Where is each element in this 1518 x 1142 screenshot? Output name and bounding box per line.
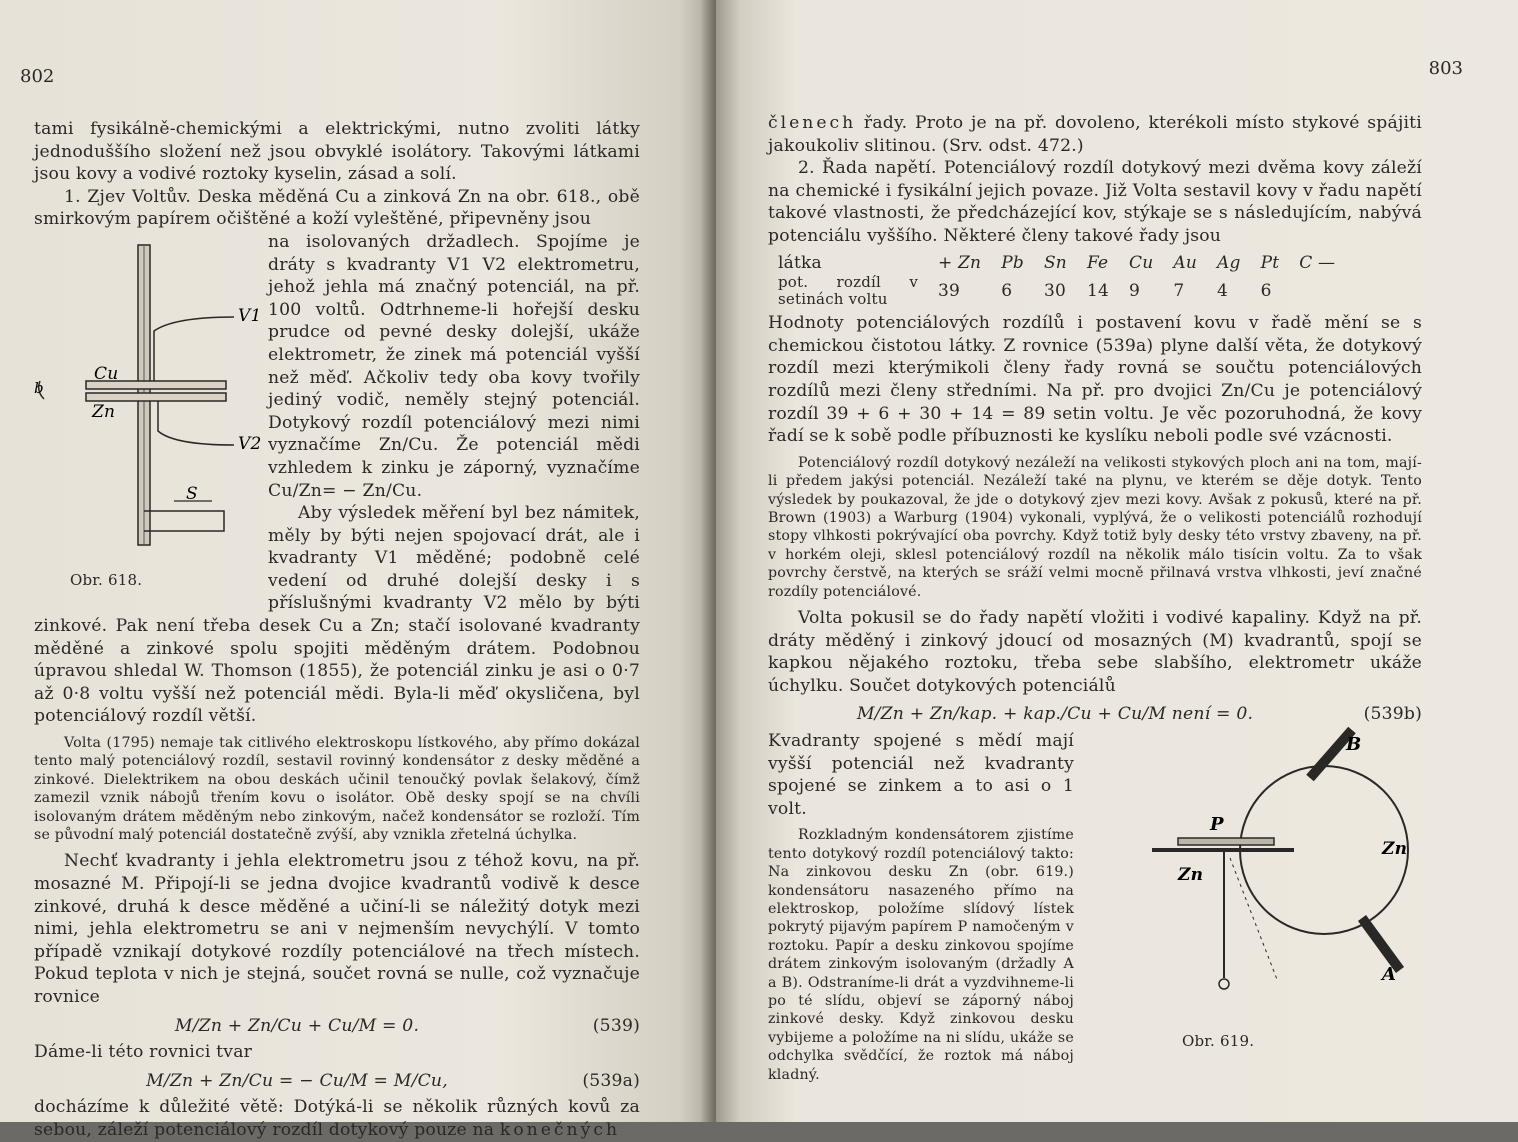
row-label: látka	[778, 252, 822, 273]
table-cell: 4	[1217, 280, 1229, 301]
left-page	[0, 0, 716, 1140]
equation-number: (539)	[592, 1015, 640, 1036]
equation-539	[34, 1015, 640, 1038]
label-zn: Zn	[1382, 838, 1408, 859]
table-row	[768, 252, 1345, 275]
row-label: pot. rozdíl v setinách voltu	[778, 273, 918, 309]
page-number: 802	[20, 66, 55, 87]
paragraph: Nechť kvadranty i jehla elektrometru jsou z téhož kovu, na př. mosazné M. Připojí-li se jedna dvojice kvadrantů vodivě k desce zinkové, druhá k desce měděné a učiní-li se náležitý dotyk mezi nimi, jehla elektrometru se ani v nejmenším nevychýlí. V tomto případě vznikají dotykové rozdíly potenciálové na třech místech. Pokud teplota v nich je stejná, součet rovná se nulle, což vyznačuje rovnice	[34, 851, 640, 1008]
voltage-series-table	[768, 252, 1345, 309]
right-text-column	[768, 112, 1422, 1084]
table-cell: C —	[1299, 252, 1336, 273]
page-number: 803	[1428, 58, 1463, 79]
wire-v2	[158, 401, 234, 445]
table-cell: + Zn	[938, 252, 982, 273]
equation: M/Zn + Zn/Cu = − Cu/M = M/Cu,	[146, 1070, 448, 1091]
paragraph	[768, 112, 1422, 157]
left-text-column	[34, 118, 640, 1142]
label-b: b	[34, 378, 44, 397]
spaced-text: členech	[768, 113, 857, 133]
text-run: řady. Proto je na př. dovoleno, kterékoli místo stykové spájiti jakoukoliv slitinou. (Srv. odst. 472.)	[768, 113, 1422, 156]
label-a: A	[1382, 963, 1397, 985]
paragraph	[34, 1096, 640, 1141]
paragraph: 2. Řada napětí. Potenciálový rozdíl dotykový mezi dvěma kovy záleží na chemické i fysikální jejich povaze. Již Volta sestavil kovy v řadu napětí takové vlastnosti, že předcházející kov, stýkaje se s následujícím, nabývá potenciálu vyššího. Některé členy takové řady jsou	[768, 158, 1422, 246]
label-s: S	[186, 483, 198, 504]
label-cu: Cu	[94, 363, 119, 384]
equation: M/Zn + Zn/Cu + Cu/M = 0.	[174, 1015, 420, 1036]
table-cell: Fe	[1086, 252, 1109, 273]
equation-number: (539b)	[1363, 704, 1422, 725]
small-print-note: Potenciálový rozdíl dotykový nezáleží na velikosti stykových ploch ani na tom, mají-li předem jakýsi potenciál. Nezáleží také na plynu, ve kterém se děje dotyk. Tento výsledek by poukazoval, že jde o dotykový zjev mezi kovy. Avšak z pokusů, které na př. Brown (1903) a Warburg (1904) vykonali, vyplývá, že o velikosti potenciálů rozhodují stopy vlhkosti pokrývající oba povrchy. Když totiž byly desky této vrstvy zbaveny, na př. v horkém oleji, sklesl potenciálový rozdíl na několik málo tisícin voltu. Za to však povrchy čerstvě, na kterých se sráží velmi mocně přilnavá vrstva vlhkosti, jeví značné rozdíly potenciálové.	[768, 454, 1422, 600]
label-v2: V2	[238, 433, 262, 454]
table-cell: 9	[1129, 280, 1141, 301]
table-cell: 7	[1173, 280, 1185, 301]
table-cell: Pt	[1260, 252, 1280, 273]
paragraph: Kvadranty spojené s mědí mají vyšší potenciál než kvadranty spojené se zinkem a to asi o 1 volt.	[768, 730, 1074, 819]
equation-539b	[768, 703, 1422, 726]
table-cell: Au	[1173, 252, 1197, 273]
small-print-note: Volta (1795) nemaje tak citlivého elektroskopu lístkového, aby přímo dokázal tento malý potenciálový rozdíl, sestavil rovinný kondensátor z desky měděné a zinkové. Dielektrikem na obou deskách učinil tenoučký povlak šelakový, čímž zamezil vznik nábojů třením kovu o isolátor. Obě desky spojí se na chvíli isolovaným drátem měděným nebo zinkovým, načež kondensátor se rozloží. Tím se původní malý potenciál dostatečně zvýší, aby vznikla zřetelná úchylka.	[34, 735, 640, 844]
paragraph: Volta pokusil se do řady napětí vložiti i vodivé kapaliny. Když na př. dráty měděný i zinkový jdoucí od mosazných (M) kvadrantů, spojí se kapkou nějakého roztoku, třeba sebe slabšího, elektrometr ukáže úchylku. Součet dotykových potenciálů	[768, 607, 1422, 696]
mica-sheet	[1178, 838, 1274, 845]
figure-618-drawing	[34, 231, 262, 591]
label-zn: Zn	[1178, 864, 1204, 885]
label-zn: Zn	[92, 401, 116, 422]
table-row	[768, 274, 1345, 308]
table-cell: Ag	[1217, 252, 1241, 273]
equation-number: (539a)	[582, 1070, 640, 1091]
figure-619-drawing	[1082, 730, 1422, 1030]
table-cell: 39	[938, 280, 961, 301]
paragraph: 1. Zjev Voltův. Deska měděná Cu a zinková Zn na obr. 618., obě smirkovým papírem očištěné a koží vyleštěné, připevněny jsou	[34, 186, 640, 230]
table-cell: 30	[1043, 280, 1066, 301]
table-cell: 14	[1086, 280, 1109, 301]
table-cell: 6	[1001, 280, 1013, 301]
equation: M/Zn + Zn/kap. + kap./Cu + Cu/M není = 0.	[856, 704, 1254, 725]
paragraph: na isolovaných držadlech. Spojíme je dráty s kvadranty V1 V2 elektrometru, jehož jehla má značný potenciál, na př. 100 voltů. Odtrhneme-li hořejší desku prudce od pevné desky dolejší, ukáže elektrometr, že zinek má potenciál vyšší než měď. Ačkoliv tedy oba kovy tvořily jediný vodič, neměly stejný potenciál. Dotykový rozdíl potenciálový mezi nimi vyznačíme Zn/Cu. Že potenciál mědi vzhledem k zinku je záporný, vyznačíme Cu/Zn= − Zn/Cu.	[268, 231, 640, 501]
figure-619	[1082, 730, 1422, 1060]
label-p: P	[1210, 813, 1224, 835]
wire-v1	[154, 317, 234, 381]
support-s	[144, 511, 224, 531]
table-cell: 6	[1260, 280, 1272, 301]
label-v1: V1	[238, 305, 262, 326]
table-cell: Sn	[1043, 252, 1067, 273]
paragraph: Dáme-li této rovnici tvar	[34, 1042, 253, 1063]
paragraph: tami fysikálně-chemickými a elektrickými, nutno zvoliti látky jednoduššího složení než jsou obvyklé isolátory. Takovými látkami jsou kovy a vodivé roztoky kyselin, zásad a solí.	[34, 119, 640, 185]
table-cell	[1289, 274, 1345, 308]
label-b: B	[1346, 733, 1362, 755]
handle-a	[1362, 918, 1400, 970]
right-page	[716, 0, 1518, 1122]
figure-caption: Obr. 619.	[1182, 1031, 1255, 1050]
table-cell: Pb	[1001, 252, 1024, 273]
equation-539a	[34, 1070, 640, 1093]
text-run: docházíme k důležité větě: Dotýká-li se několik různých kovů za sebou, záleží potenciálový rozdíl dotykový pouze na	[34, 1097, 640, 1140]
small-print-note: Rozkladným kondensátorem zjistíme tento dotykový rozdíl potenciálový takto: Na zinkovou desku Zn (obr. 619.) kondensátoru nasazeného přímo na elektroskop, položíme slídový lístek pokrytý pijavým papírem P namočeným v roztoku. Papír a desku zinkovou spojíme drátem zinkovým isolovaným (držadly A a B). Odstraníme-li drát a vyzdvihneme-li po té slídu, objeví se záporný náboj zinkové desky. Když zinkovou desku vybijeme a položíme na ni slídu, ukáže se odchylka svědčící, že roztok má náboj kladný.	[768, 827, 1074, 1083]
table-cell: Cu	[1129, 252, 1154, 273]
zinc-plate	[86, 393, 226, 401]
paragraph: Hodnoty potenciálových rozdílů i postavení kovu v řadě mění se s chemickou čistotou látky. Z rovnice (539a) plyne další věta, že dotykový rozdíl mezi kterýmikoli členy řady rovná se součtu potenciálových rozdílů mezi členy středními. Na př. pro dvojici Zn/Cu je potenciálový rozdíl 39 + 6 + 30 + 14 = 89 setin voltu. Je věc pozoruhodná, že kovy řadí se k sobě podle příbuznosti ke kyslíku neboli podle své vzácnosti.	[768, 313, 1422, 447]
paragraph: Aby výsledek měření byl bez námitek, měly by býti nejen spojovací drát, ale i kvadranty V1 měděné; podobně celé vedení od druhé dolejší desky i s příslušnými kvadranty V2 mělo by býti zinkové. Pak není třeba desek Cu a Zn; stačí isolované kvadranty měděné a zinkové spolu spojiti měděným drátem. Podobnou úpravou shledal W. Thomson (1855), že potenciál zinku je asi o 0·7 až 0·8 voltu vyšší než potenciál mědi. Byla-li měď okysličena, byl potenciálový rozdíl větší.	[34, 503, 640, 727]
figure-caption: Obr. 618.	[70, 570, 143, 589]
spaced-text: konečných	[499, 1120, 621, 1140]
figure-618	[34, 231, 262, 611]
